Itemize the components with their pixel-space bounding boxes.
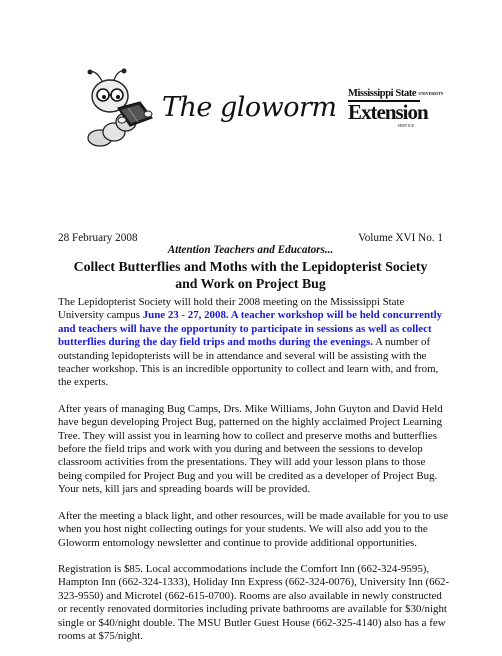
newsletter-title: The gloworm	[162, 92, 337, 123]
paragraph-2: After years of managing Bug Camps, Drs. Mike Williams, John Guyton and David Held have begun developing Project Bug, patterned on the highly acclaimed Project Learning Tree. They will assist you in learning how to collect and preserve moths and butterflies before the field trips and work with you during and between the sessions to develop classroom activities from the presentations. They will add your lesson plans to those being compiled for Project Bug and you will be credited as a developer of Project Bug. Your nets, kill jars and spreading boards will be provided.	[58, 402, 443, 496]
highlighted-dates: June 23 - 27, 2008. A teacher workshop will be held concurrently and teachers will have the opportunity to participate in sessions as well as collect butterflies during the day field trips and moths during the evenings.	[58, 309, 443, 349]
article-body	[58, 296, 450, 656]
extension-logo	[348, 88, 444, 129]
issue-date: 28 February 2008	[58, 232, 138, 244]
reading-worm-icon	[78, 64, 168, 154]
extension-logo-line2: Extension	[348, 100, 428, 125]
issue-line	[58, 232, 443, 244]
paragraph-1: The Lepidopterist Society will hold their 2008 meeting on the Mississippi State University campus June 23 - 27, 2008. A teacher workshop will be held concurrently and teachers will have the opportunity to participate in sessions as well as collect butterflies during the day field trips and moths during the evenings. A number of outstanding lepidopterists will be in attendance and several will be assisting with the teacher workshop. This is an incredible opportunity to collect and learn with, and from, the experts.	[58, 296, 443, 389]
masthead	[78, 58, 458, 178]
paragraph-4: Registration is $85. Local accommodations include the Comfort Inn (662-324-9595), Hampton Inn (662-324-1333), Holiday Inn Express (662-324-0076), University Inn (662-323-9550) and Microtel (662-615-0700). Rooms are also available in newly constructed or recently renovated dormitories including private bathrooms are available for $30/night single or $40/night double. The MSU Butler Guest House (662-325-4140) also has a few rooms at $75/night.	[58, 562, 450, 642]
issue-volume: Volume XVI No. 1	[358, 232, 443, 244]
headline-line1: Collect Butterflies and Moths with the Lepidopterist Society	[73, 259, 428, 274]
extension-logo-line1: Mississippi State UNIVERSITY	[348, 88, 420, 102]
headline-line2: and Work on Project Bug	[175, 275, 326, 291]
article-headline	[58, 259, 443, 292]
attention-line: Attention Teachers and Educators...	[167, 244, 334, 256]
extension-logo-line3: SERVICE	[397, 123, 414, 129]
paragraph-3: After the meeting a black light, and other resources, will be made available for you to use when you host night collecting outings for your students. We will also add you to the Gloworm entomology newsletter and continue to provide additional opportunities.	[58, 509, 449, 549]
